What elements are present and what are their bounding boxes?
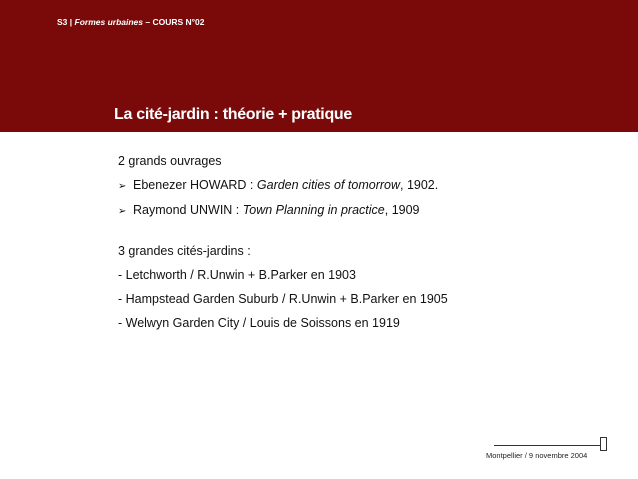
works-heading: 2 grands ouvrages	[118, 154, 222, 168]
footer-divider	[494, 445, 600, 446]
footer-box-icon	[600, 437, 607, 451]
list-item: ➢ Ebenezer HOWARD : Garden cities of tomorrow, 1902.	[118, 178, 439, 192]
arrowhead-bullet-icon: ➢	[118, 206, 127, 217]
footer-text: Montpellier / 9 novembre 2004	[486, 451, 588, 460]
list-item: ➢ Raymond UNWIN : Town Planning in practice, 1909	[118, 203, 420, 217]
course-tag: S3 | Formes urbaines – COURS N°02	[57, 17, 205, 27]
list-item: - Letchworth / R.Unwin + B.Parker en 1903	[118, 268, 356, 282]
cities-heading: 3 grandes cités-jardins :	[118, 244, 251, 258]
list-item: - Hampstead Garden Suburb / R.Unwin + B.Parker en 1905	[118, 292, 448, 306]
list-item: - Welwyn Garden City / Louis de Soissons en 1919	[118, 316, 400, 330]
arrowhead-bullet-icon: ➢	[118, 181, 127, 192]
slide-title: La cité-jardin : théorie + pratique	[114, 106, 352, 123]
